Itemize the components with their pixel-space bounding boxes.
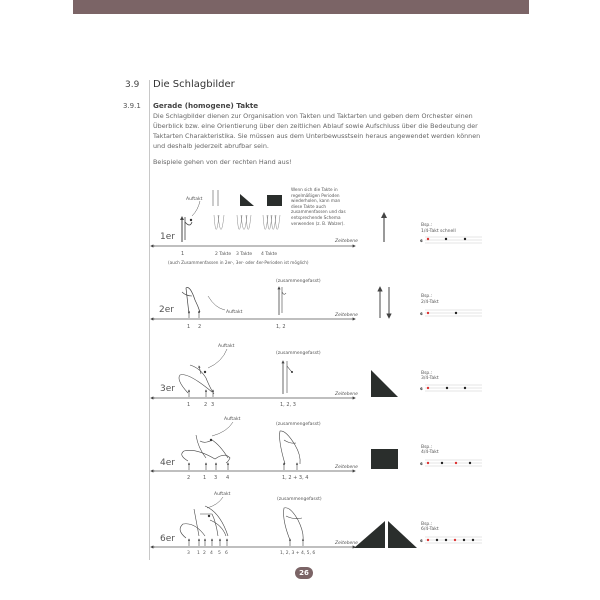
svg-text:2 Takte: 2 Takte [215,252,232,257]
svg-text:Auftakt: Auftakt [224,417,241,422]
staff-4er [420,460,482,468]
svg-text:2er: 2er [159,305,174,315]
body-paragraph: Die Schlagbilder dienen zur Organisation von Takten und Taktarten und geben dem Orchester einen Überblick bzw. eine Orientierung über den zeitlichen Ablauf sowie Aufschluss über die Bedeutung der Taktarten Charakteristika. Sie müssen aus dem Unterbewusstsein heraus angewendet werden können und deshalb jederzeit abrufbar sein. [153,112,481,150]
figure-3er [151,343,482,408]
svg-text:Auftakt: Auftakt [218,344,235,349]
svg-text:Zeitebene: Zeitebene [335,392,358,397]
staff-2er [420,310,482,318]
svg-text:Zeitebene: Zeitebene [335,541,358,546]
svg-text:𝄴: 𝄴 [420,461,423,468]
svg-text:6/4-Takt: 6/4-Takt [421,527,439,532]
svg-text:4/4-Takt: 4/4-Takt [421,450,439,455]
svg-text:(auch Zusammenfassen in 2er-,: (auch Zusammenfassen in 2er-, 3er- oder 4er-Perioden ist möglich) [168,260,309,265]
svg-text:1, 2, 3: 1, 2, 3 [280,402,296,408]
svg-text:4 Takte: 4 Takte [261,252,278,257]
svg-text:1: 1 [181,251,185,257]
svg-text:1, 2, 3 + 4, 5, 6: 1, 2, 3 + 4, 5, 6 [280,551,316,556]
svg-text:Bsp.:: Bsp.: [421,223,433,228]
section-number: 3.9 [125,80,140,90]
svg-text:3: 3 [187,551,190,556]
staff-1er [420,237,482,245]
staff-3er [420,385,482,393]
svg-text:Bsp.:: Bsp.: [421,371,433,376]
svg-text:Auftakt: Auftakt [226,310,243,315]
example-note: Beispiele gehen von der rechten Hand aus! [153,158,292,166]
subsection-title: Gerade (homogene) Takte [153,101,259,110]
section-title: Die Schlagbilder [153,79,235,90]
side-note: Wenn sich die Takte in regelmäßigen Perioden wiederholen, kann man diese Takte auch zusammenfassen und das entsprechende Schema verwenden (z. B. Walzer). [291,187,346,226]
svg-text:Zeitebene: Zeitebene [335,239,358,244]
svg-text:3: 3 [211,402,215,408]
svg-text:3 Takte: 3 Takte [236,252,253,257]
svg-text:1, 2: 1, 2 [276,324,286,330]
svg-text:Zeitebene: Zeitebene [335,465,358,470]
svg-text:6er: 6er [160,534,175,544]
svg-text:(zusammengefasst): (zusammengefasst) [277,497,322,502]
svg-text:Bsp.:: Bsp.: [421,294,433,299]
svg-text:1/4-Takt schnell: 1/4-Takt schnell [421,229,456,234]
svg-text:𝄴: 𝄴 [420,538,423,545]
figure-4er [151,416,482,481]
svg-text:(zusammengefasst): (zusammengefasst) [276,422,321,427]
svg-text:1: 1 [187,402,191,408]
staff-6er [420,537,482,545]
svg-text:Auftakt: Auftakt [214,492,231,497]
svg-text:Zeitebene: Zeitebene [335,313,358,318]
figure-6er [151,491,482,556]
subsection-number: 3.9.1 [123,102,141,110]
figure-2er [151,278,482,330]
svg-text:Auftakt: Auftakt [186,197,203,202]
svg-text:6: 6 [225,551,228,556]
svg-text:1, 2 + 3, 4: 1, 2 + 3, 4 [282,475,309,481]
svg-text:2: 2 [204,402,208,408]
figure-1er [151,187,482,265]
svg-text:1: 1 [203,475,207,481]
svg-text:4: 4 [226,475,230,481]
svg-text:(zusammengefasst): (zusammengefasst) [276,351,321,356]
svg-text:Bsp.:: Bsp.: [421,522,433,527]
svg-text:1: 1 [197,551,200,556]
svg-text:5: 5 [218,551,221,556]
svg-text:2: 2 [187,475,191,481]
page-number: 26 [295,567,313,579]
svg-text:4: 4 [210,551,213,556]
figure-label: 1er [160,232,175,242]
svg-text:2: 2 [198,324,202,330]
svg-text:𝄴: 𝄴 [420,238,423,245]
svg-text:2: 2 [203,551,206,556]
svg-text:2/4-Takt: 2/4-Takt [421,300,439,305]
svg-text:𝄴: 𝄴 [420,311,423,318]
svg-text:4er: 4er [160,458,175,468]
svg-text:3: 3 [214,475,218,481]
svg-text:3/4-Takt: 3/4-Takt [421,376,439,381]
svg-text:1: 1 [187,324,191,330]
svg-text:3er: 3er [160,384,175,394]
svg-text:(zusammengefasst): (zusammengefasst) [276,279,321,284]
svg-text:𝄴: 𝄴 [420,386,423,393]
svg-text:Bsp.:: Bsp.: [421,445,433,450]
